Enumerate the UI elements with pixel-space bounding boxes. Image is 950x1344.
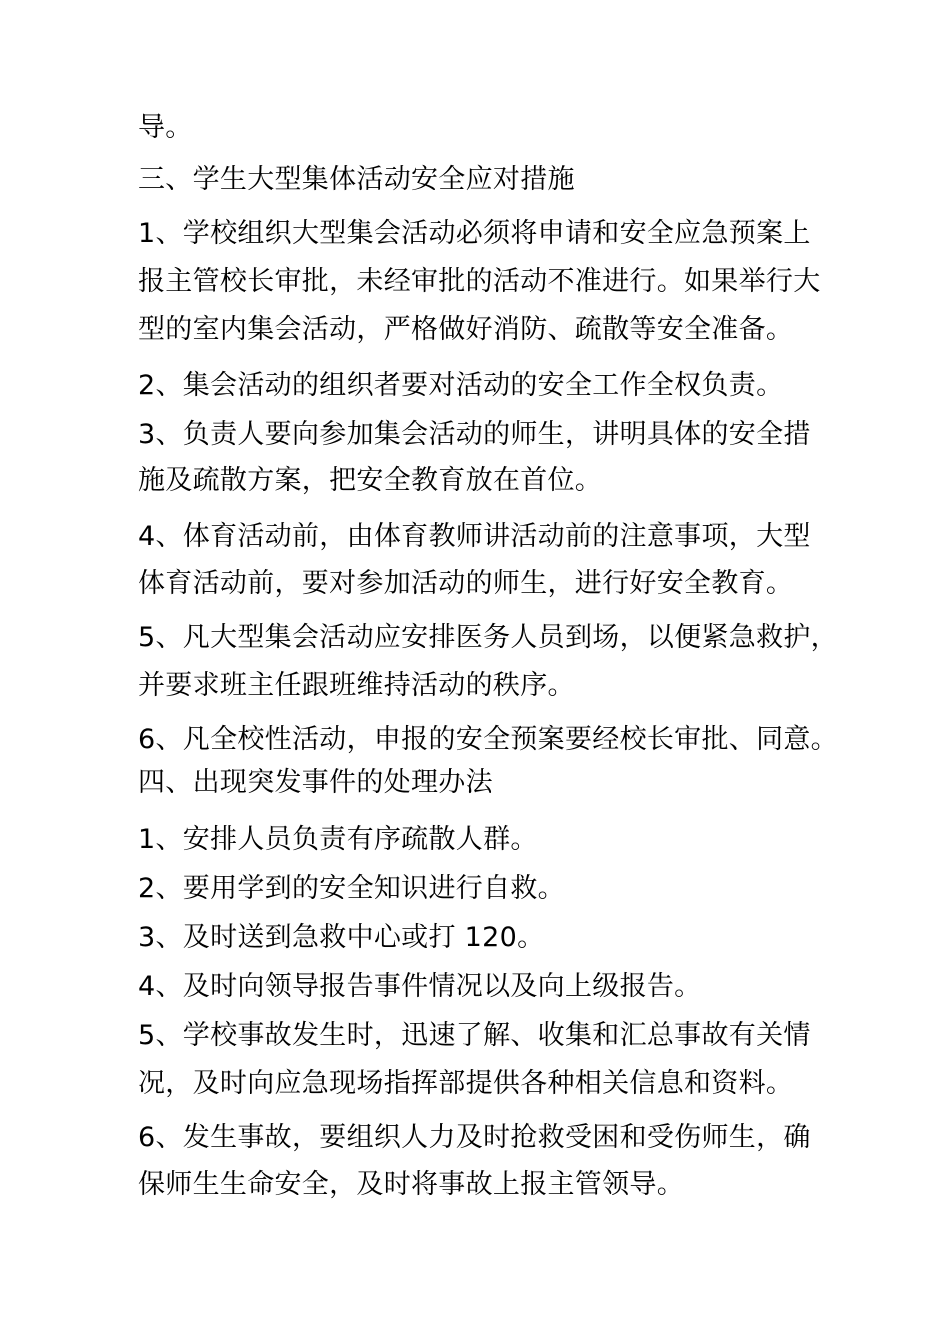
section-heading: 四、出现突发事件的处理办法 <box>138 767 493 798</box>
text-line: 保师生生命安全，及时将事故上报主管领导。 <box>138 1169 684 1200</box>
text-line: 1、学校组织大型集会活动必须将申请和安全应急预案上 <box>138 218 811 249</box>
text-line: 况，及时向应急现场指挥部提供各种相关信息和资料。 <box>138 1068 794 1099</box>
text-line: 体育活动前，要对参加活动的师生，进行好安全教育。 <box>138 568 794 599</box>
text-line: 4、体育活动前，由体育教师讲活动前的注意事项，大型 <box>138 521 811 552</box>
text-line: 3、及时送到急救中心或打 120。 <box>138 922 545 953</box>
text-line: 3、负责人要向参加集会活动的师生，讲明具体的安全措 <box>138 419 811 450</box>
text-line: 6、发生事故，要组织人力及时抢救受困和受伤师生，确 <box>138 1122 811 1153</box>
text-line: 5、凡大型集会活动应安排医务人员到场，以便紧急救护， <box>138 622 838 653</box>
text-line: 5、学校事故发生时，迅速了解、收集和汇总事故有关情 <box>138 1020 811 1051</box>
text-line: 2、要用学到的安全知识进行自救。 <box>138 873 565 904</box>
text-line: 型的室内集会活动，严格做好消防、疏散等安全准备。 <box>138 314 794 345</box>
text-line: 施及疏散方案，把安全教育放在首位。 <box>138 465 603 496</box>
text-line: 报主管校长审批，未经审批的活动不准进行。如果举行大 <box>138 266 821 297</box>
text-line: 并要求班主任跟班维持活动的秩序。 <box>138 670 575 701</box>
text-line: 4、及时向领导报告事件情况以及向上级报告。 <box>138 971 702 1002</box>
text-line: 导。 <box>138 112 193 143</box>
text-line: 2、集会活动的组织者要对活动的安全工作全权负责。 <box>138 370 784 401</box>
text-line: 1、安排人员负责有序疏散人群。 <box>138 824 538 855</box>
section-heading: 三、学生大型集体活动安全应对措施 <box>138 164 575 195</box>
text-line: 6、凡全校性活动，申报的安全预案要经校长审批、同意。 <box>138 724 838 755</box>
